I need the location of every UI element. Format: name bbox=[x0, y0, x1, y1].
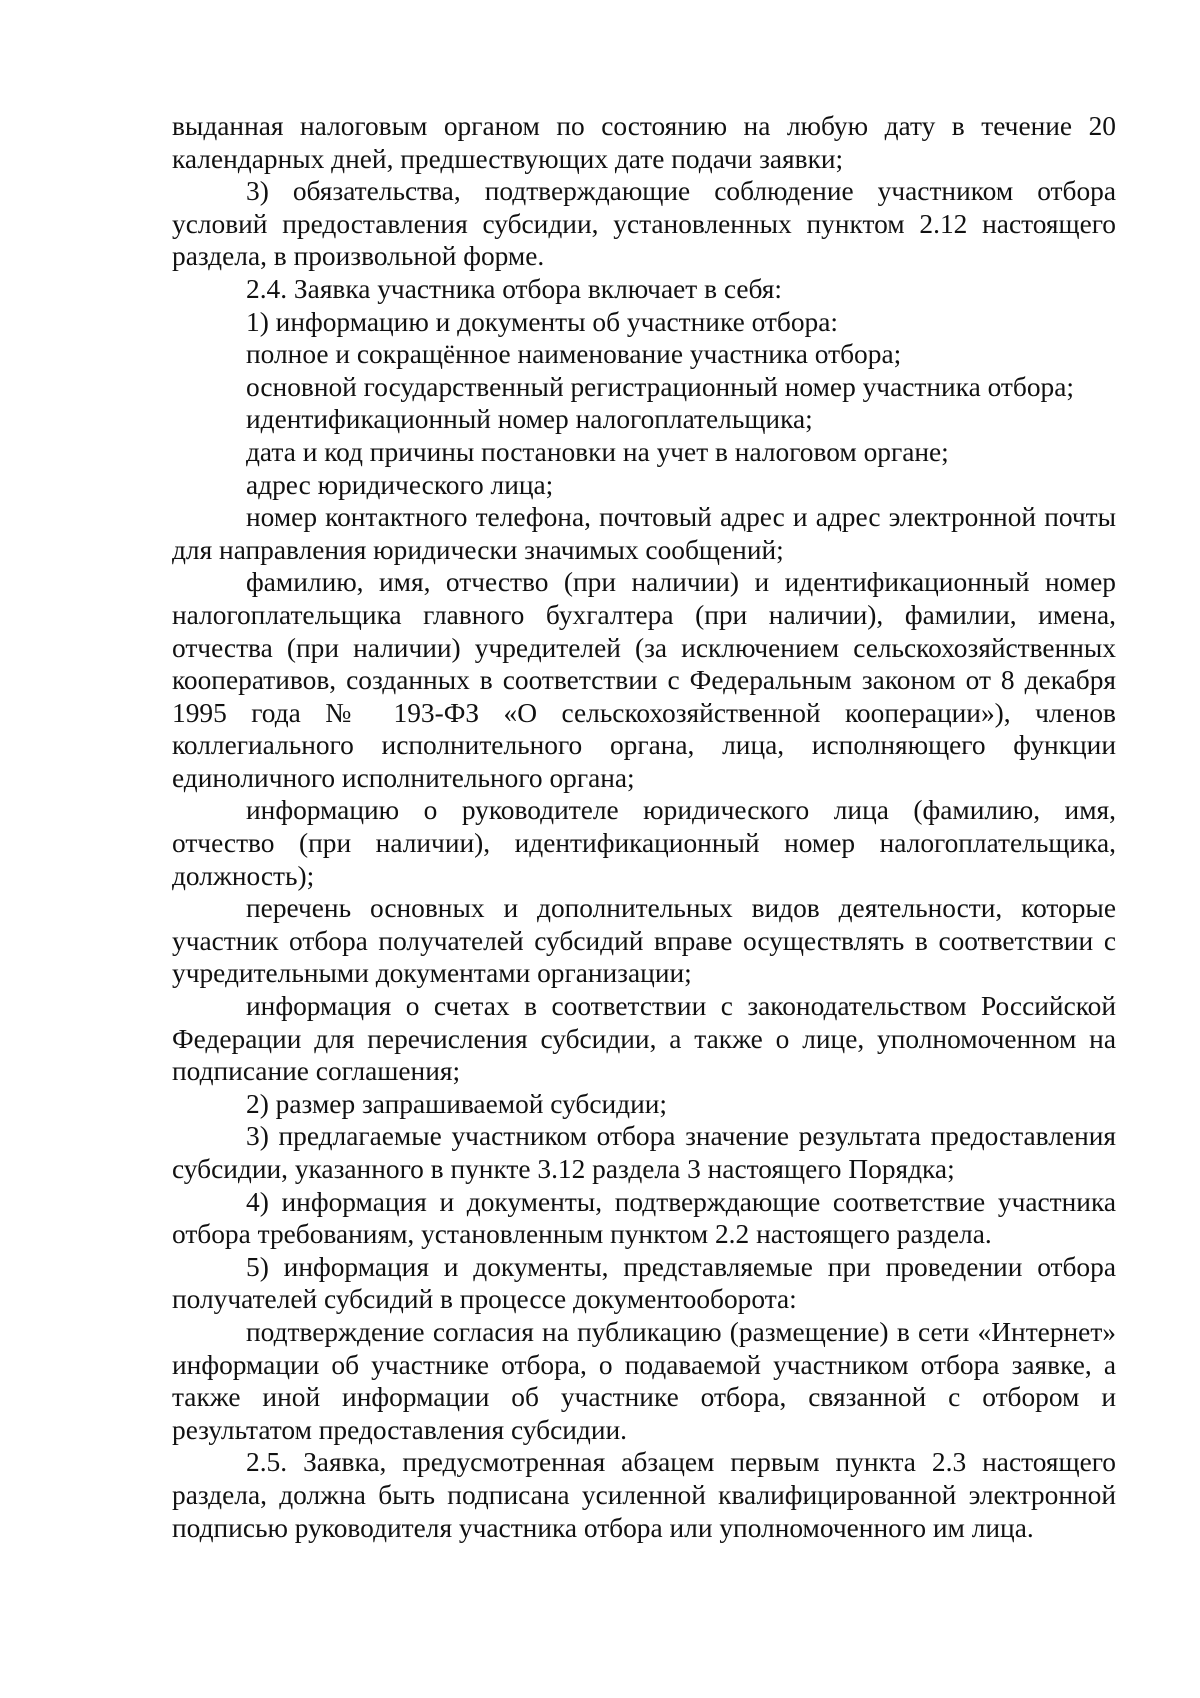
paragraph-activities: перечень основных и дополнительных видов деятельности, которые участник отбора получателей субсидий вправе осуществлять в соответствии с учредительными документами организации; bbox=[172, 893, 1116, 989]
paragraph-item-3-obligations: 3) обязательства, подтверждающие соблюдение участником отбора условий предоставления субсидии, установленных пунктом 2.12 настоящего раздела, в произвольной форме. bbox=[172, 176, 1116, 272]
paragraph-inn: идентификационный номер налогоплательщика; bbox=[246, 404, 813, 435]
paragraph-item-1-participant-info: 1) информацию и документы об участнике отбора: bbox=[246, 306, 838, 337]
paragraph-head-info: информацию о руководителе юридического лица (фамилию, имя, отчество (при наличии), идентификационный номер налогоплательщика, должность); bbox=[172, 795, 1116, 891]
paragraph-accountant-founders: фамилию, имя, отчество (при наличии) и идентификационный номер налогоплательщика главного бухгалтера (при наличии), фамилии, имена, отчества (при наличии) учредителей (за исключением сельскохозяйственных кооперативов, созданных в соответствии с Федеральным законом от 8 декабря 1995 года № 193-ФЗ «О сельскохозяйственной кооперации»), членов коллегиального исполнительного органа, лица, исполняющего функции единоличного исполнительного органа; bbox=[172, 567, 1116, 793]
paragraph-legal-address: адрес юридического лица; bbox=[246, 469, 554, 500]
paragraph-full-short-name: полное и сокращённое наименование участника отбора; bbox=[246, 339, 902, 370]
paragraph-item-3-result-value: 3) предлагаемые участником отбора значение результата предоставления субсидии, указанного в пункте 3.12 раздела 3 настоящего Порядка; bbox=[172, 1121, 1116, 1184]
paragraph-item-4-compliance: 4) информация и документы, подтверждающие соответствие участника отбора требованиям, установленным пунктом 2.2 настоящего раздела. bbox=[172, 1186, 1116, 1250]
paragraph-section-2-5-signature: 2.5. Заявка, предусмотренная абзацем первым пункта 2.3 настоящего раздела, должна быть подписана усиленной квалифицированной электронной подписью руководителя участника отбора или уполномоченного им лица. bbox=[172, 1447, 1116, 1543]
paragraph-accounts: информация о счетах в соответствии с законодательством Российской Федерации для перечисления субсидии, а также о лице, уполномоченном на подписание соглашения; bbox=[172, 991, 1116, 1087]
paragraph-section-2-4-heading: 2.4. Заявка участника отбора включает в себя: bbox=[246, 273, 782, 304]
paragraph-item-2-subsidy-amount: 2) размер запрашиваемой субсидии; bbox=[246, 1088, 668, 1119]
paragraph-contacts: номер контактного телефона, почтовый адрес и адрес электронной почты для направления юридически значимых сообщений; bbox=[172, 502, 1116, 565]
paragraph-tax-certificate-continuation: выданная налоговым органом по состоянию на любую дату в течение 20 календарных дней, предшествующих дате подачи заявки; bbox=[172, 111, 1116, 174]
paragraph-item-5-documents: 5) информация и документы, представляемые при проведении отбора получателей субсидий в процессе документооборота: bbox=[172, 1251, 1116, 1315]
paragraph-publication-consent: подтверждение согласия на публикацию (размещение) в сети «Интернет» информации об участнике отбора, о подаваемой участником отбора заявке, а также иной информации об участнике отбора, связанной с отбором и результатом предоставления субсидии. bbox=[172, 1316, 1116, 1445]
paragraph-ogrn: основной государственный регистрационный номер участника отбора; bbox=[246, 371, 1074, 402]
document-page bbox=[172, 110, 1116, 1544]
paragraph-kpp-date: дата и код причины постановки на учет в налоговом органе; bbox=[246, 436, 949, 467]
